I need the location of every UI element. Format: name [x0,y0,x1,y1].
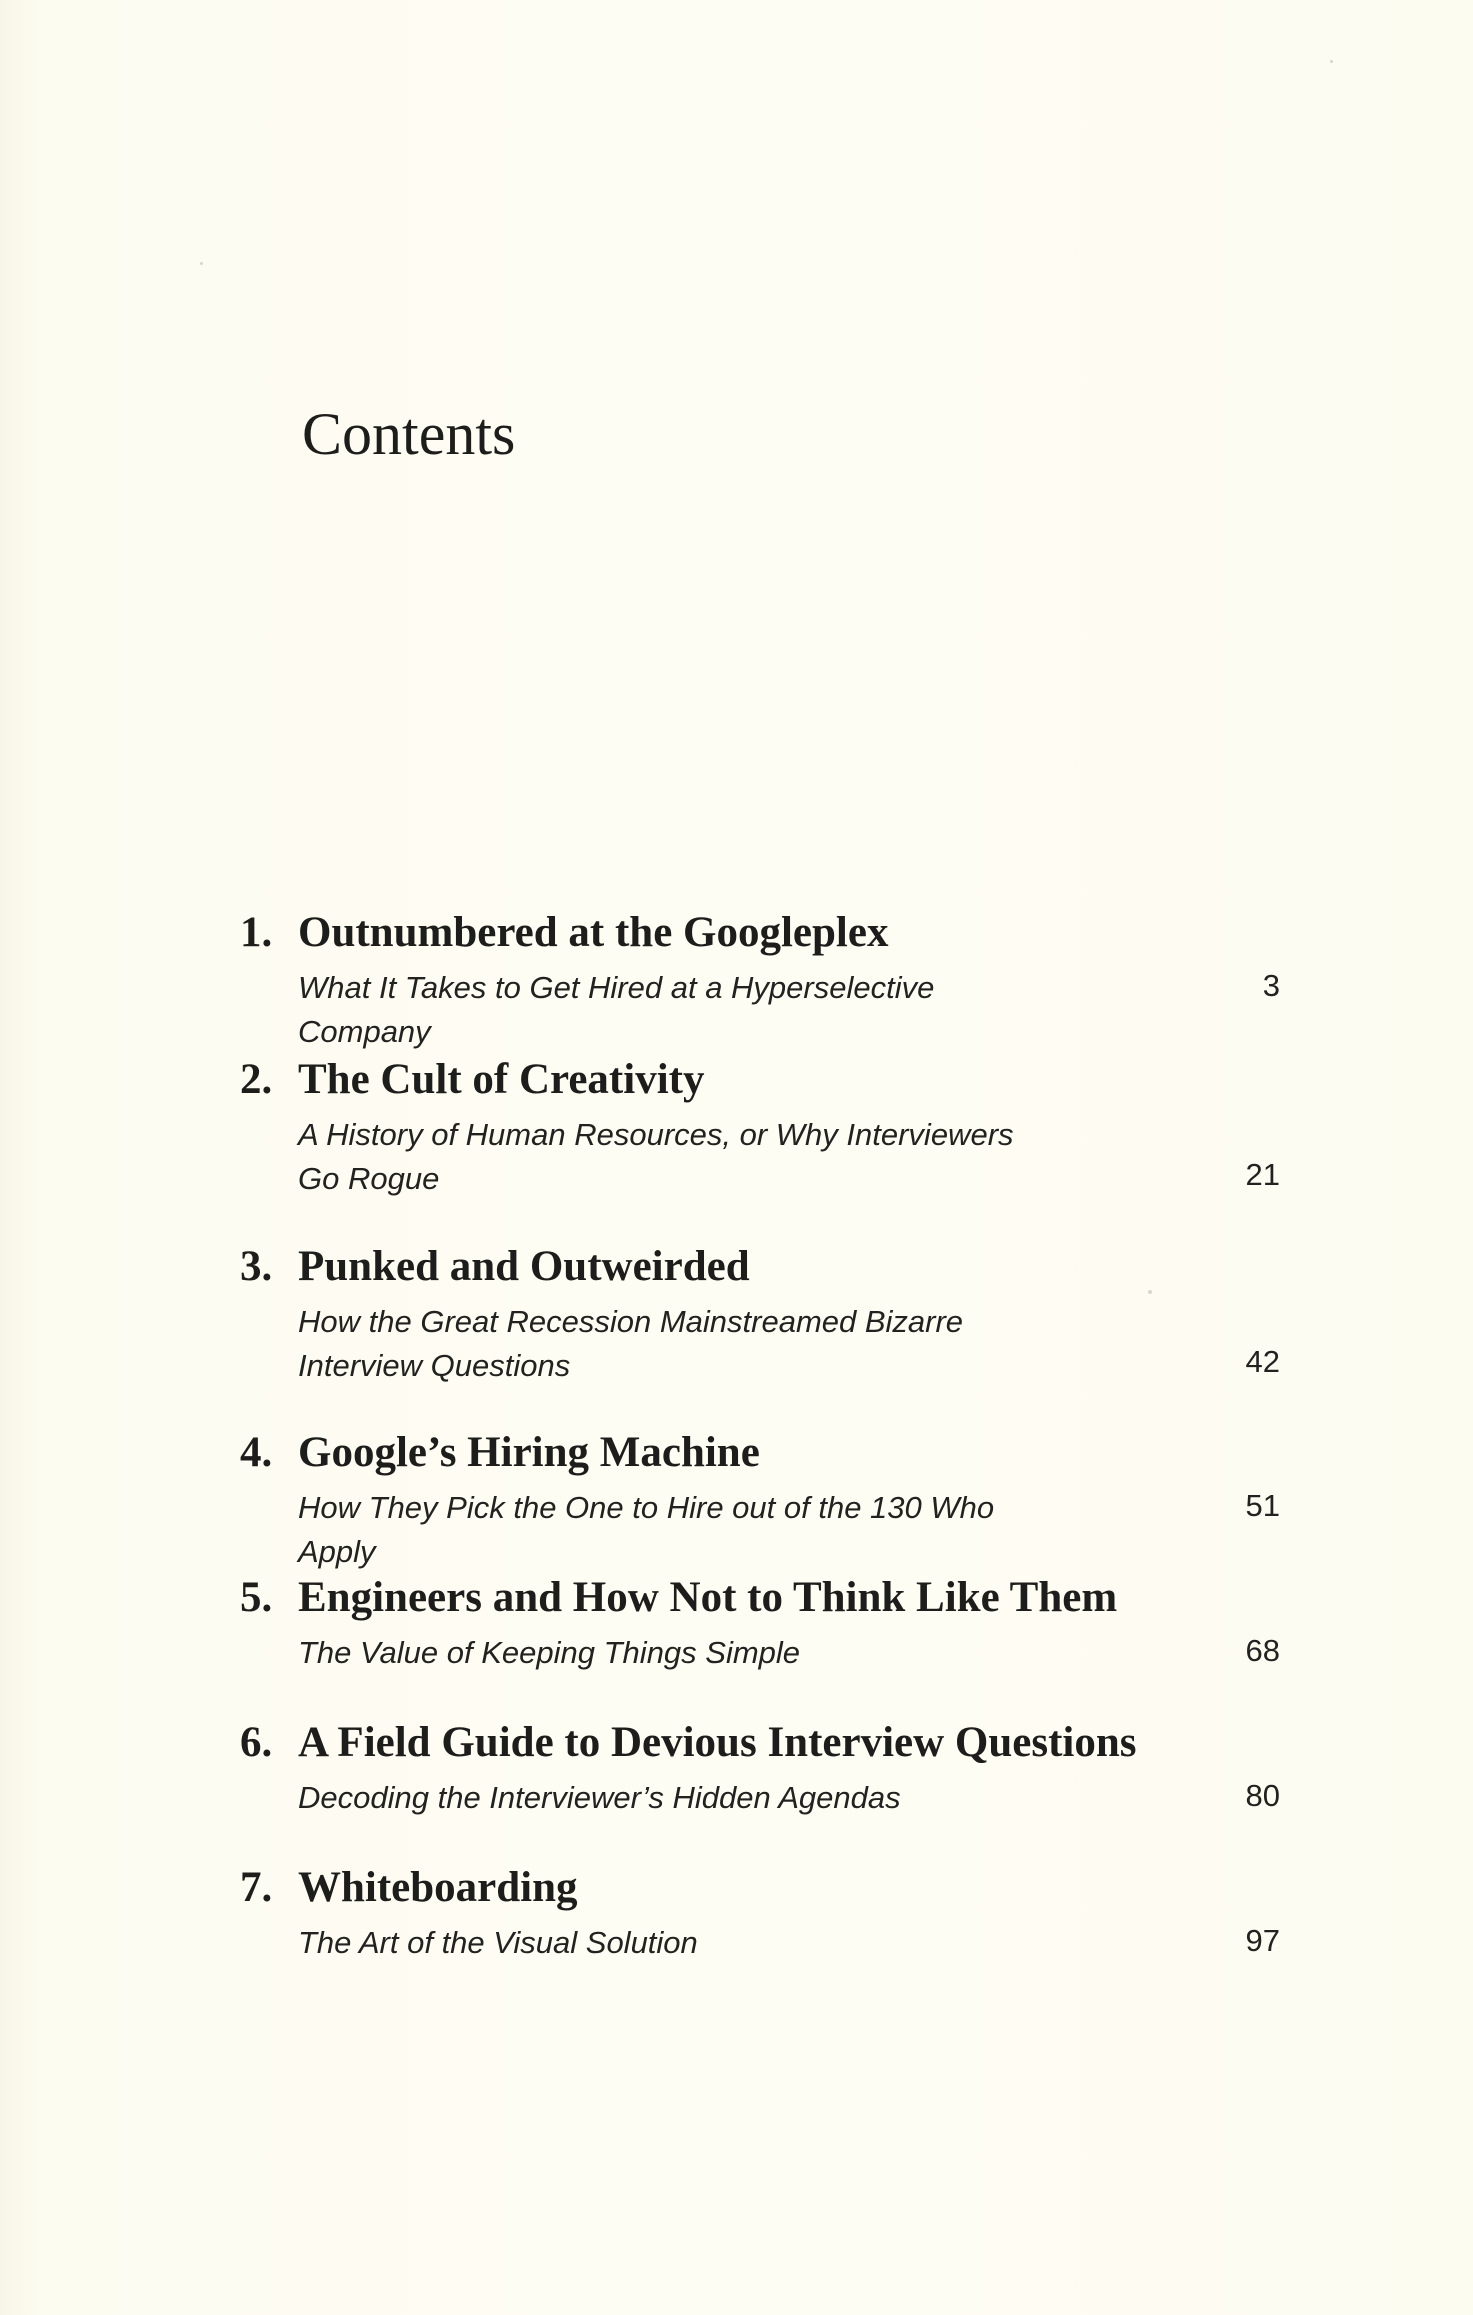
chapter-number: 6. [240,1719,273,1766]
chapter-heading [240,1428,760,1477]
chapter-number: 3. [240,1243,273,1290]
page-number: 3 [1262,968,1280,1003]
page-number: 51 [1245,1488,1280,1523]
paper-speck [1148,1290,1152,1294]
chapter-subtitle: How They Pick the One to Hire out of the 130 Who Apply [298,1490,995,1569]
chapter-number: 7. [240,1864,273,1911]
chapter-title: Engineers and How Not to Think Like Them [298,1574,1118,1621]
chapter-heading [240,1573,1117,1622]
paper-speck [1330,60,1333,63]
chapter-subtitle: How the Great Recession Mainstreamed Bizarre Interview Questions [298,1304,964,1383]
page-title: Contents [302,401,516,467]
chapter-number: 4. [240,1429,273,1476]
paper-speck [200,262,203,265]
chapter-heading [240,908,888,957]
chapter-subtitle: The Art of the Visual Solution [298,1925,698,1960]
page-number: 21 [1245,1157,1280,1192]
chapter-title: Punked and Outweirded [298,1243,750,1290]
page-number: 80 [1245,1778,1280,1813]
chapter-heading [240,1242,750,1291]
chapter-subtitle: The Value of Keeping Things Simple [298,1635,801,1670]
chapter-number: 1. [240,909,273,956]
chapter-title: The Cult of Creativity [298,1056,705,1103]
chapter-title: Whiteboarding [298,1864,578,1911]
chapter-title: Google’s Hiring Machine [298,1429,760,1476]
chapter-heading [240,1055,704,1104]
chapter-number: 2. [240,1056,273,1103]
chapter-subtitle: A History of Human Resources, or Why Interviewers Go Rogue [298,1117,1014,1196]
chapter-title: Outnumbered at the Googleplex [298,909,889,956]
chapter-title: A Field Guide to Devious Interview Questions [298,1719,1137,1766]
chapter-subtitle: Decoding the Interviewer’s Hidden Agendas [298,1780,901,1815]
chapter-heading [240,1718,1137,1767]
chapter-subtitle: What It Takes to Get Hired at a Hyperselective Company [298,970,935,1049]
page-number: 42 [1245,1344,1280,1379]
chapter-heading [240,1863,578,1912]
page-number: 97 [1245,1923,1280,1958]
chapter-number: 5. [240,1574,273,1621]
page-number: 68 [1245,1633,1280,1668]
